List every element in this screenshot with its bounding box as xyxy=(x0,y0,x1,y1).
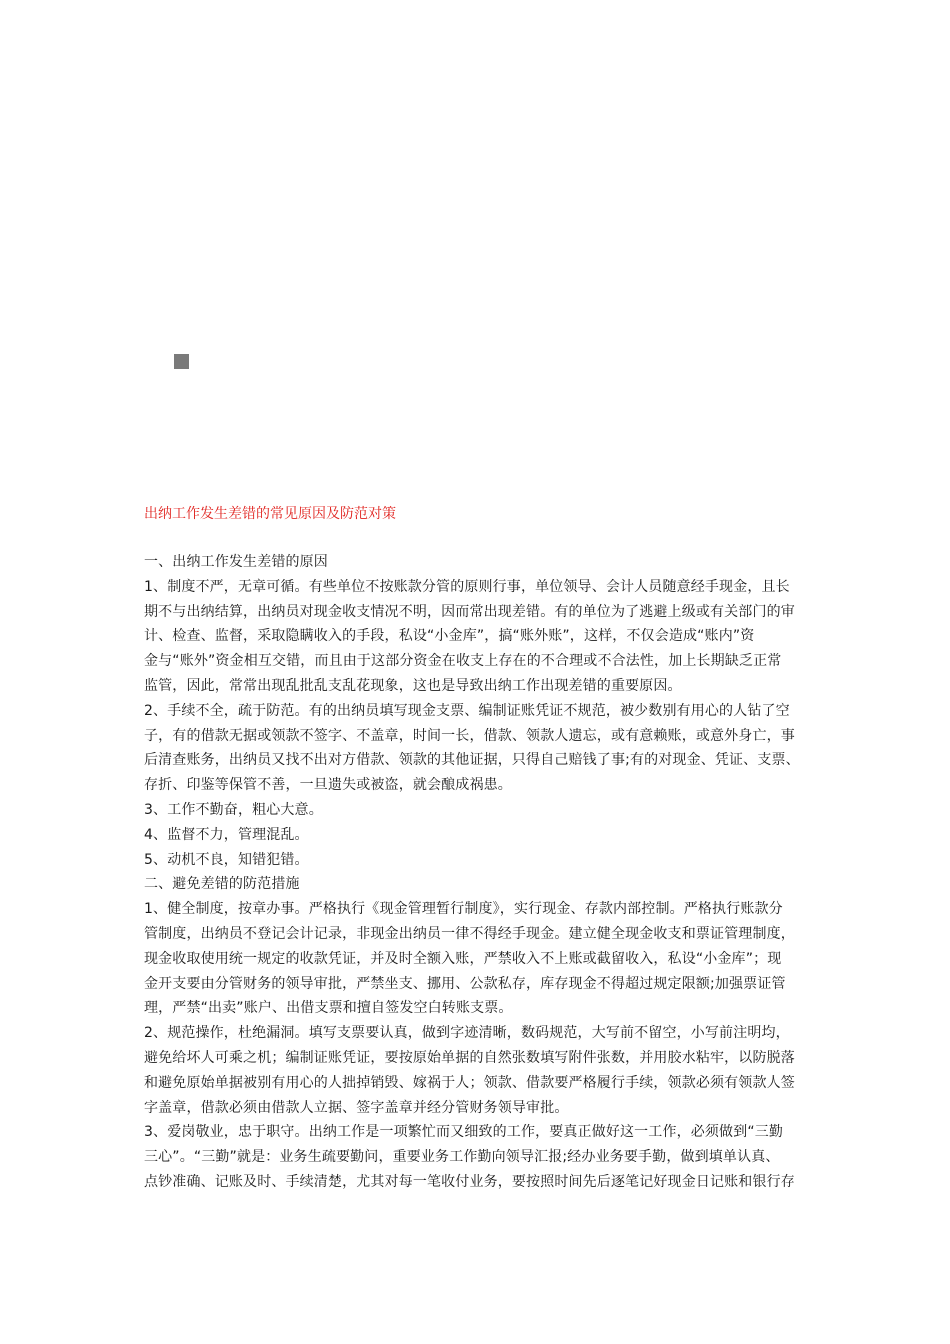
paragraph-line: 2、手续不全，疏于防范。有的出纳员填写现金支票、编制证账凭证不规范，被少数别有用心的人钻了空 xyxy=(144,702,790,719)
image-placeholder-square xyxy=(174,354,189,369)
paragraph-line: 存折、印鉴等保管不善，一旦遗失或被盗，就会酿成祸患。 xyxy=(144,777,512,794)
section-heading: 一、出纳工作发生差错的原因 xyxy=(144,554,328,570)
paragraph-line: 金开支要由分管财务的领导审批，严禁坐支、挪用、公款私存，库存现金不得超过规定限额;加强票证管 xyxy=(144,975,786,992)
paragraph-line: 计、检查、监督，采取隐瞒收入的手段，私设“小金库”，搞“账外账”，这样，不仅会造成“账内”资 xyxy=(144,628,755,645)
paragraph-line: 1、制度不严，无章可循。有些单位不按账款分管的原则行事，单位领导、会计人员随意经手现金，且长 xyxy=(144,578,790,595)
paragraph-line: 点钞准确、记账及时、手续清楚，尤其对每一笔收付业务，要按照时间先后逐笔记好现金日记账和银行存 xyxy=(144,1173,795,1190)
paragraph-line: 现金收取使用统一规定的收款凭证，并及时全额入账，严禁收入不上账或截留收入，私设“小金库”；现 xyxy=(144,950,782,967)
section-heading: 二、避免差错的防范措施 xyxy=(144,876,300,893)
paragraph-line: 避免给坏人可乘之机；编制证账凭证，要按原始单据的自然张数填写附件张数，并用胶水粘牢，以防脱落 xyxy=(144,1049,795,1066)
paragraph-line: 和避免原始单据被别有用心的人拙掉销毁、嫁祸于人；领款、借款要严格履行手续，领款必须有领款人签 xyxy=(144,1074,795,1091)
list-item: 4、监督不力，管理混乱。 xyxy=(144,826,309,843)
paragraph-line: 监管，因此，常常出现乱批乱支乱花现象，这也是导致出纳工作出现差错的重要原因。 xyxy=(144,677,682,694)
paragraph-line: 期不与出纳结算，出纳员对现金收支情况不明，因而常出现差错。有的单位为了逃避上级或有关部门的审 xyxy=(144,603,795,620)
paragraph-line: 字盖章，借款必须由借款人立据、签字盖章并经分管财务领导审批。 xyxy=(144,1099,569,1116)
paragraph-line: 金与“账外”资金相互交错，而且由于这部分资金在收支上存在的不合理或不合法性，加上长期缺乏正常 xyxy=(144,653,782,670)
paragraph-line: 三心”。“三勤”就是：业务生疏要勤问，重要业务工作勤向领导汇报;经办业务要手勤，做到填单认真、 xyxy=(144,1149,780,1166)
paragraph-line: 理，严禁“出卖”账户、出借支票和擅自签发空白转账支票。 xyxy=(144,1000,513,1017)
document-content xyxy=(144,550,814,1195)
paragraph-line: 子，有的借款无据或领款不签字、不盖章，时间一长，借款、领款人遗忘，或有意赖账，或意外身亡，事 xyxy=(144,727,795,744)
paragraph-line: 2、规范操作，杜绝漏洞。填写支票要认真，做到字迹清晰，数码规范，大写前不留空，小写前注明均， xyxy=(144,1025,790,1042)
document-body xyxy=(144,502,814,1195)
paragraph-line: 后清查账务，出纳员又找不出对方借款、领款的其他证据，只得自己赔钱了事;有的对现金、凭证、支票、 xyxy=(144,752,800,769)
paragraph-line: 1、健全制度，按章办事。严格执行《现金管理暂行制度》，实行现金、存款内部控制。严格执行账款分 xyxy=(144,901,783,918)
document-title: 出纳工作发生差错的常见原因及防范对策 xyxy=(144,506,396,522)
list-item: 3、工作不勤奋，粗心大意。 xyxy=(144,801,323,818)
list-item: 5、动机不良，知错犯错。 xyxy=(144,851,309,868)
paragraph-line: 3、爱岗敬业，忠于职守。出纳工作是一项繁忙而又细致的工作，要真正做好这一工作，必须做到“三勤 xyxy=(144,1124,784,1141)
paragraph-line: 管制度，出纳员不登记会计记录，非现金出纳员一律不得经手现金。建立健全现金收支和票证管理制度， xyxy=(144,925,795,942)
